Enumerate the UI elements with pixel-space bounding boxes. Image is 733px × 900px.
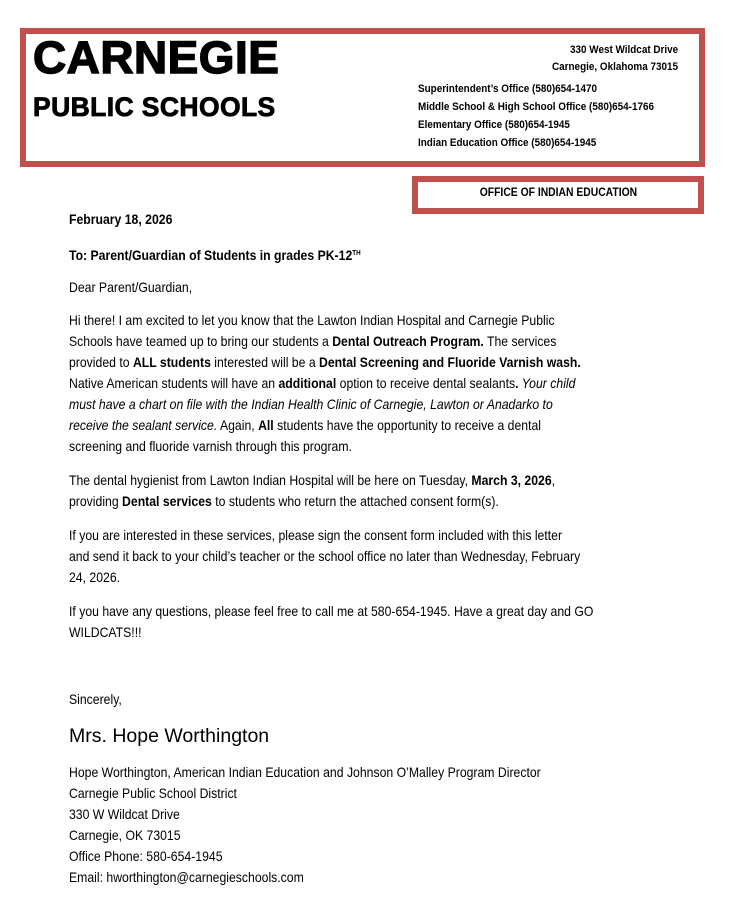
letter-recipient: To: Parent/Guardian of Students in grades PK-12TH [69, 248, 361, 263]
signature-name: Mrs. Hope Worthington [69, 725, 270, 747]
phone-elementary: Elementary Office (580)654-1945 [418, 119, 570, 131]
signature-district: Carnegie Public School District [69, 786, 237, 801]
address-line2: Carnegie, Oklahoma 73015 [551, 61, 678, 73]
signature-phone: Office Phone: 580-654-1945 [69, 849, 223, 864]
p1-line: Schools have teamed up to bring our students a Dental Outreach Program. The services [69, 334, 557, 349]
phone-middle-high: Middle School & High School Office (580)654-1766 [418, 101, 655, 113]
p4-line: If you have any questions, please feel free to call me at 580-654-1945. Have a great day and GO [69, 604, 594, 619]
phone-superintendent: Superintendent’s Office (580)654-1470 [418, 83, 598, 95]
letter-date: February 18, 2026 [69, 212, 173, 227]
p1-line: receive the sealant service. Again, All students have the opportunity to receive a dental [69, 418, 542, 433]
p3-line: 24, 2026. [69, 570, 121, 585]
address-line1: 330 West Wildcat Drive [569, 44, 678, 56]
p1-line: Hi there! I am excited to let you know that the Lawton Indian Hospital and Carnegie Public [69, 313, 555, 328]
p2-line: The dental hygienist from Lawton Indian Hospital will be here on Tuesday, March 3, 2026, [69, 473, 556, 488]
p1-line: screening and fluoride varnish through this program. [69, 439, 352, 454]
signature-city: Carnegie, OK 73015 [69, 828, 181, 843]
p1-line: provided to ALL students interested will be a Dental Screening and Fluoride Varnish wash. [69, 355, 581, 370]
p2-line: providing Dental services to students who return the attached consent form(s). [69, 494, 499, 509]
p3-line: and send it back to your child’s teacher or the school office no later than Wednesday, February [69, 549, 581, 564]
p1-line: must have a chart on file with the Indian Health Clinic of Carnegie, Lawton or Anadarko to [69, 397, 553, 412]
signature-title: Hope Worthington, American Indian Education and Johnson O’Malley Program Director [69, 765, 541, 780]
department-label: OFFICE OF INDIAN EDUCATION [479, 187, 637, 199]
phone-indian-education: Indian Education Office (580)654-1945 [418, 137, 597, 149]
school-name-line2: PUBLIC SCHOOLS [33, 92, 276, 122]
signature-street: 330 W Wildcat Drive [69, 807, 180, 822]
school-name-line1: CARNEGIE [33, 32, 280, 83]
letter-closing: Sincerely, [69, 692, 122, 707]
signature-email: Email: hworthington@carnegieschools.com [69, 870, 304, 885]
letter-salutation: Dear Parent/Guardian, [69, 280, 193, 295]
p3-line: If you are interested in these services, please sign the consent form included with this letter [69, 528, 563, 543]
p1-line: Native American students will have an additional option to receive dental sealants. Your child [69, 376, 576, 391]
p4-line: WILDCATS!!! [69, 625, 142, 640]
